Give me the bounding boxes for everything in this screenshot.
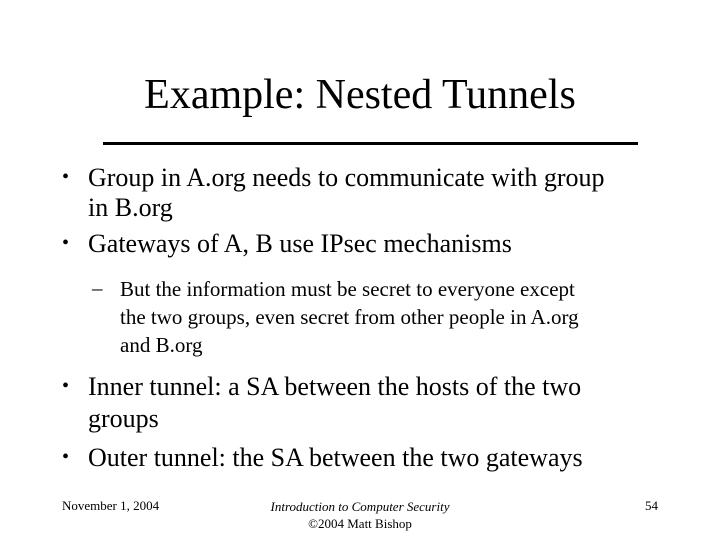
footer-course-title: Introduction to Computer Security bbox=[270, 499, 450, 514]
slide-title: Example: Nested Tunnels bbox=[144, 72, 576, 118]
sub-bullet-line-2: the two groups, even secret from other people in A.org bbox=[120, 305, 579, 329]
dash-icon: – bbox=[92, 276, 103, 300]
footer-copyright: ©2004 Matt Bishop bbox=[308, 516, 412, 531]
bullet-icon: • bbox=[62, 375, 70, 397]
footer-date: November 1, 2004 bbox=[62, 498, 160, 513]
bullet-1-line-1: Group in A.org needs to communicate with group bbox=[88, 163, 605, 192]
bullet-3-line-2: groups bbox=[88, 404, 159, 433]
bullet-2-line-1: Gateways of A, B use IPsec mechanisms bbox=[88, 229, 512, 258]
footer-course bbox=[230, 498, 490, 532]
bullet-4-line-1: Outer tunnel: the SA between the two gateways bbox=[88, 443, 583, 472]
bullet-icon: • bbox=[62, 166, 70, 188]
bullet-icon: • bbox=[62, 446, 70, 468]
sub-bullet-line-1: But the information must be secret to everyone except bbox=[120, 277, 575, 301]
page-number: 54 bbox=[645, 498, 658, 513]
bullet-1-line-2: in B.org bbox=[88, 193, 173, 222]
bullet-icon: • bbox=[62, 232, 70, 254]
bullet-3-line-1: Inner tunnel: a SA between the hosts of the two bbox=[88, 372, 582, 401]
title-divider bbox=[103, 142, 638, 145]
sub-bullet-line-3: and B.org bbox=[120, 333, 203, 357]
